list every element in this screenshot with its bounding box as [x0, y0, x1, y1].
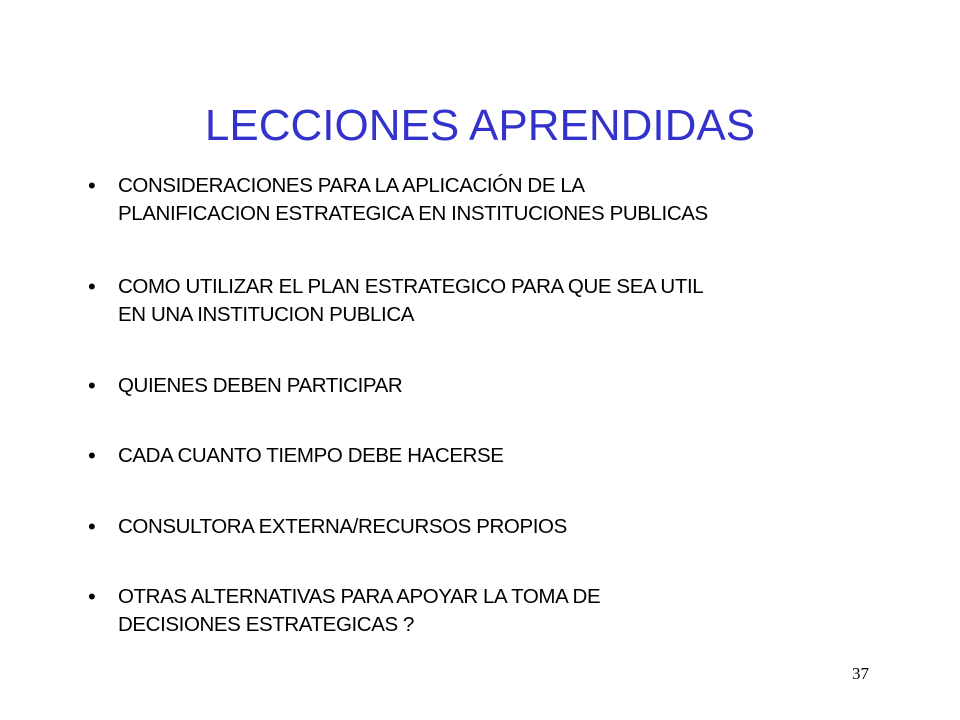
bullet-marker: •: [88, 514, 96, 539]
bullet-marker: •: [88, 373, 96, 398]
bullet-text: CONSIDERACIONES PARA LA APLICACIÓN DE LA PLANIFICACION ESTRATEGICA EN INSTITUCIONES PUBLICAS: [118, 174, 708, 225]
bullet-marker: •: [88, 173, 96, 198]
bullet-item: [88, 273, 888, 329]
bullet-marker: •: [88, 274, 96, 299]
bullet-text: CONSULTORA EXTERNA/RECURSOS PROPIOS: [118, 515, 567, 538]
bullet-text: CADA CUANTO TIEMPO DEBE HACERSE: [118, 444, 504, 467]
bullet-item: [88, 172, 888, 228]
bullet-marker: •: [88, 443, 96, 468]
bullet-item: [88, 442, 888, 470]
slide-title: LECCIONES APRENDIDAS: [204, 101, 756, 150]
page-number: 37: [852, 664, 869, 683]
bullet-marker: •: [88, 584, 96, 609]
bullet-text: OTRAS ALTERNATIVAS PARA APOYAR LA TOMA DE DECISIONES ESTRATEGICAS ?: [118, 585, 601, 636]
bullet-item: [88, 372, 888, 400]
bullet-text: COMO UTILIZAR EL PLAN ESTRATEGICO PARA QUE SEA UTIL EN UNA INSTITUCION PUBLICA: [118, 275, 704, 326]
bullet-item: [88, 583, 888, 639]
bullet-item: [88, 513, 888, 541]
bullet-text: QUIENES DEBEN PARTICIPAR: [118, 374, 403, 397]
